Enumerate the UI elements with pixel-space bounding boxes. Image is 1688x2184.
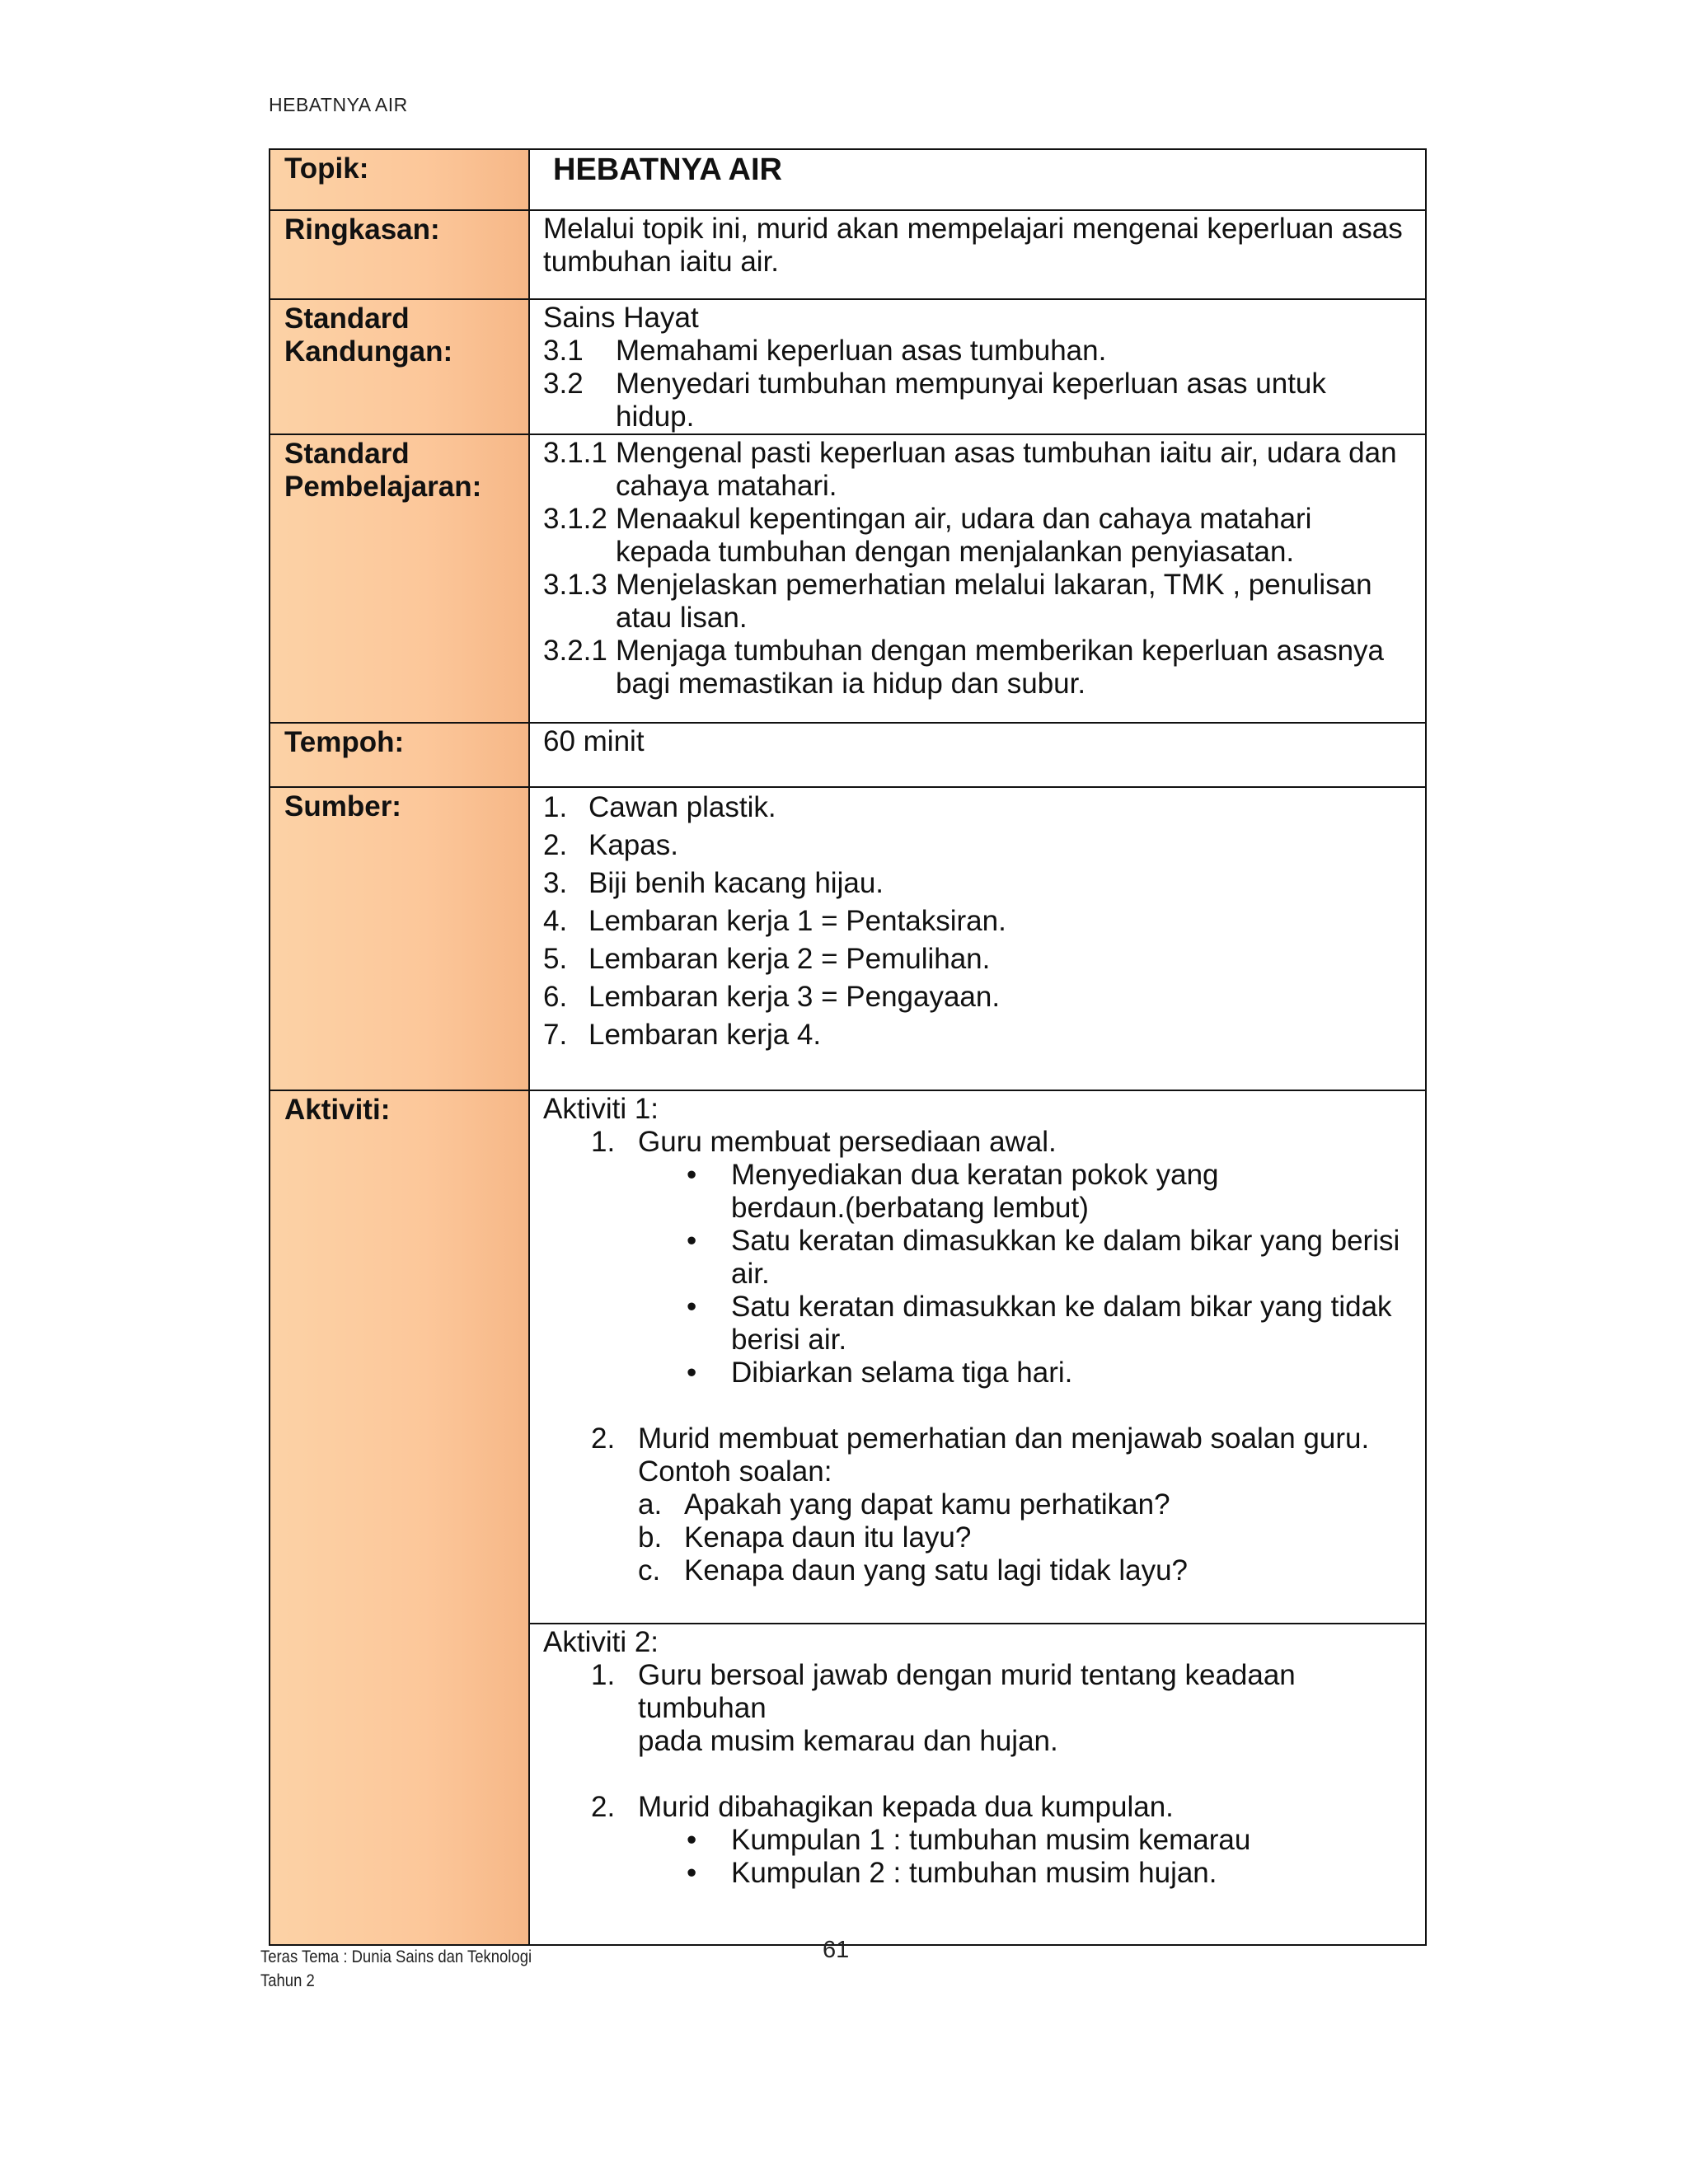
row-aktiviti-1 [270,1090,1426,1624]
activity-title: Aktiviti 1: [543,1093,659,1125]
list-item: 7. Lembaran kerja 4. [543,1019,822,1051]
list-item: 3.2 Menyedari tumbuhan mempunyai keperluan asas untuk hidup. [543,368,1326,433]
list-item: 4. Lembaran kerja 1 = Pentaksiran. [543,905,1006,937]
bullet-item: • Menyediakan dua keratan pokok yang berdaun.(berbatang lembut) [687,1159,1219,1224]
label-sumber: Sumber: [270,787,529,1090]
value-standard-pembelajaran [529,434,1426,723]
activity-step: 2. Murid membuat pemerhatian dan menjawab soalan guru. Contoh soalan: [591,1422,1370,1488]
activity-step: 2. Murid dibahagikan kepada dua kumpulan. [591,1791,1174,1823]
bullet-item: • Kumpulan 1 : tumbuhan musim kemarau [687,1824,1251,1856]
label-tempoh: Tempoh: [270,723,529,787]
activity-title: Aktiviti 2: [543,1626,659,1658]
label-standard-kandungan: Standard Kandungan: [270,299,529,434]
value-tempoh: 60 minit [529,723,1426,787]
list-item: 2. Kapas. [543,829,678,861]
value-standard-kandungan [529,299,1426,434]
footer-year: Tahun 2 [260,1971,315,1990]
bullet-item: • Kumpulan 2 : tumbuhan musim hujan. [687,1857,1217,1889]
label-topik: Topik: [270,149,529,210]
question-item: a. Apakah yang dapat kamu perhatikan? [638,1488,1170,1521]
list-item: 3.2.1 Menjaga tumbuhan dengan memberikan keperluan asasnya bagi memastikan ia hidup dan subur. [543,635,1384,700]
page-number: 61 [823,1937,850,1963]
bullet-item: • Satu keratan dimasukkan ke dalam bikar yang tidak berisi air. [687,1291,1392,1356]
question-item: b. Kenapa daun itu layu? [638,1521,972,1554]
list-item: 3.1 Memahami keperluan asas tumbuhan. [543,335,1107,367]
row-standard-pembelajaran [270,434,1426,723]
value-sumber [529,787,1426,1090]
lesson-plan-table [269,148,1427,1946]
question-item: c. Kenapa daun yang satu lagi tidak layu? [638,1554,1189,1586]
value-aktiviti-2 [529,1624,1426,1945]
row-sumber [270,787,1426,1090]
label-ringkasan: Ringkasan: [270,210,529,299]
activity-step: 1. Guru membuat persediaan awal. [591,1126,1057,1158]
list-item: 6. Lembaran kerja 3 = Pengayaan. [543,981,1001,1013]
value-ringkasan [529,210,1426,299]
footer-info [260,1945,532,1993]
text-line: Melalui topik ini, murid akan mempelajari mengenai keperluan asas [543,213,1403,245]
row-topik [270,149,1426,210]
label-aktiviti: Aktiviti: [270,1090,529,1945]
text-line: tumbuhan iaitu air. [543,246,780,278]
bullet-item: • Satu keratan dimasukkan ke dalam bikar yang berisi air. [687,1225,1400,1290]
row-tempoh [270,723,1426,787]
label-standard-pembelajaran: Standard Pembelajaran: [270,434,529,723]
footer-theme: Teras Tema : Dunia Sains dan Teknologi [260,1947,532,1966]
list-item: 3.1.1 Mengenal pasti keperluan asas tumbuhan iaitu air, udara dan cahaya matahari. [543,437,1397,502]
activity-step: 1. Guru bersoal jawab dengan murid tentang keadaan tumbuhan pada musim kemarau dan hujan. [591,1659,1296,1757]
running-header: HEBATNYA AIR [269,94,408,115]
value-topik: HEBATNYA AIR [529,149,1426,210]
list-item: 5. Lembaran kerja 2 = Pemulihan. [543,943,991,975]
list-item: 3. Biji benih kacang hijau. [543,867,884,899]
list-item: 3.1.2 Menaakul kepentingan air, udara dan cahaya matahari kepada tumbuhan dengan menjalankan penyiasatan. [543,503,1312,568]
row-standard-kandungan [270,299,1426,434]
list-item: 1. Cawan plastik. [543,791,776,823]
list-item: 3.1.3 Menjelaskan pemerhatian melalui lakaran, TMK , penulisan atau lisan. [543,569,1372,634]
section-heading: Sains Hayat [543,302,699,334]
value-aktiviti-1 [529,1090,1426,1624]
row-ringkasan [270,210,1426,299]
bullet-item: • Dibiarkan selama tiga hari. [687,1357,1073,1389]
